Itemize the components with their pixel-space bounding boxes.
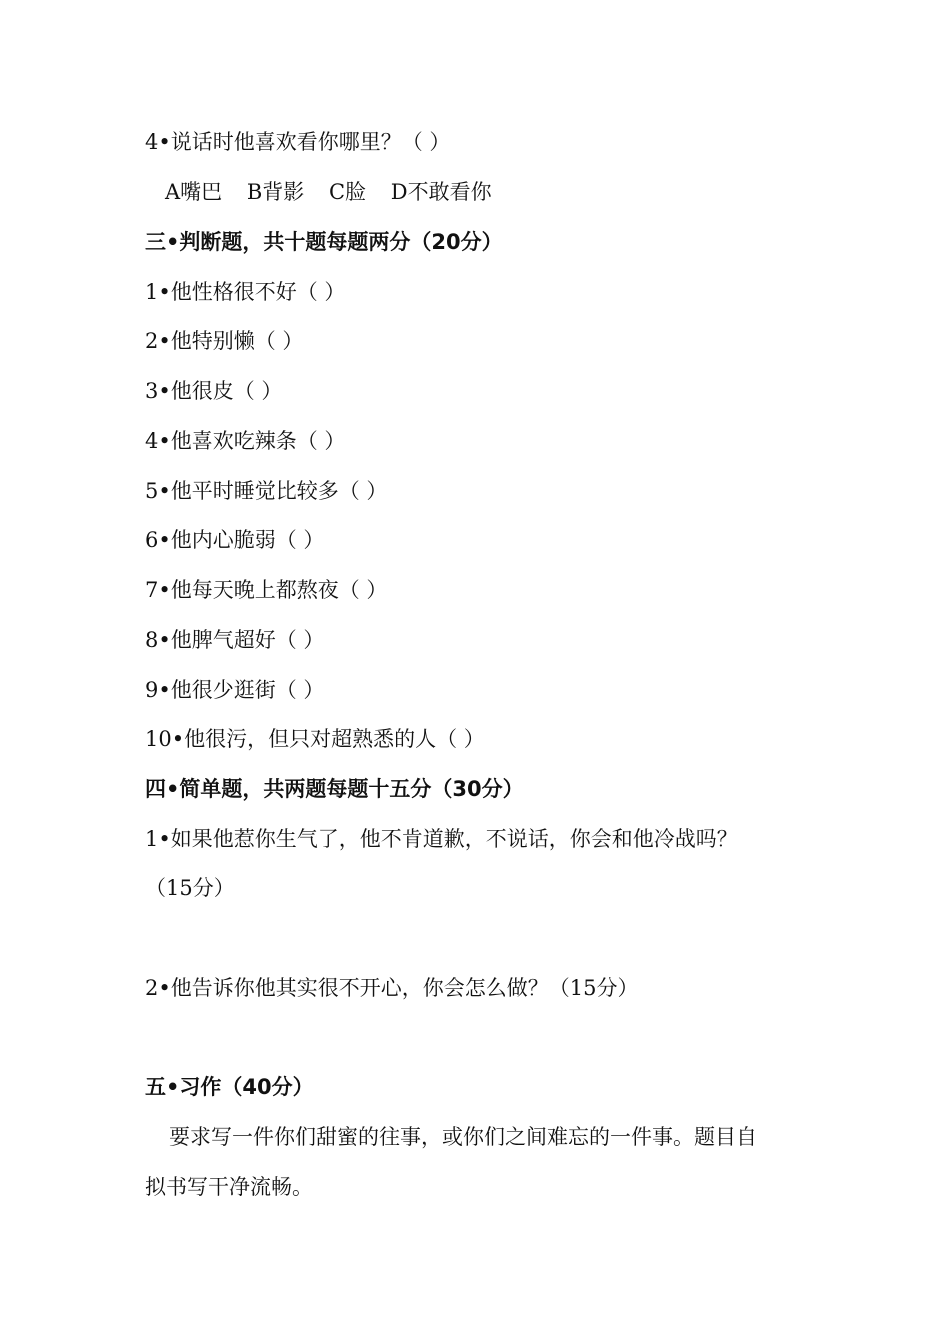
essay-prompt-line-2: 拟书写干净流畅。 [145, 1175, 313, 1199]
option-d: D不敢看你 [390, 180, 492, 204]
tf-item-8: 8•他脾气超好（ ） [145, 628, 325, 652]
section-5-heading: 五•习作（40分） [145, 1075, 314, 1099]
tf-item-7: 7•他每天晚上都熬夜（ ） [145, 578, 388, 602]
tf-item-9: 9•他很少逛街（ ） [145, 678, 325, 702]
question-4-options [165, 178, 845, 206]
essay-prompt-line-1: 要求写一件你们甜蜜的往事，或你们之间难忘的一件事。题目自 [169, 1125, 757, 1149]
tf-item-3: 3•他很皮（ ） [145, 379, 283, 403]
tf-item-1: 1•他性格很不好（ ） [145, 280, 346, 304]
short-answer-1-line-1: 1•如果他惹你生气了，他不肯道歉，不说话，你会和他冷战吗？ [145, 827, 738, 851]
option-a: A嘴巴 [165, 180, 223, 204]
question-4: 4•说话时他喜欢看你哪里？（ ） [145, 130, 451, 154]
short-answer-2: 2•他告诉你他其实很不开心，你会怎么做？（15分） [145, 976, 639, 1000]
section-4-heading: 四•简单题，共两题每题十五分（30分） [145, 777, 524, 801]
tf-item-2: 2•他特别懒（ ） [145, 329, 304, 353]
tf-item-10: 10•他很污，但只对超熟悉的人（ ） [145, 727, 485, 751]
section-3-heading: 三•判断题，共十题每题两分（20分） [145, 230, 503, 254]
option-b: B背影 [246, 180, 305, 204]
short-answer-1-line-2: （15分） [145, 876, 235, 900]
tf-item-5: 5•他平时睡觉比较多（ ） [145, 479, 388, 503]
option-c: C脸 [328, 180, 367, 204]
tf-item-4: 4•他喜欢吃辣条（ ） [145, 429, 346, 453]
tf-item-6: 6•他内心脆弱（ ） [145, 528, 325, 552]
